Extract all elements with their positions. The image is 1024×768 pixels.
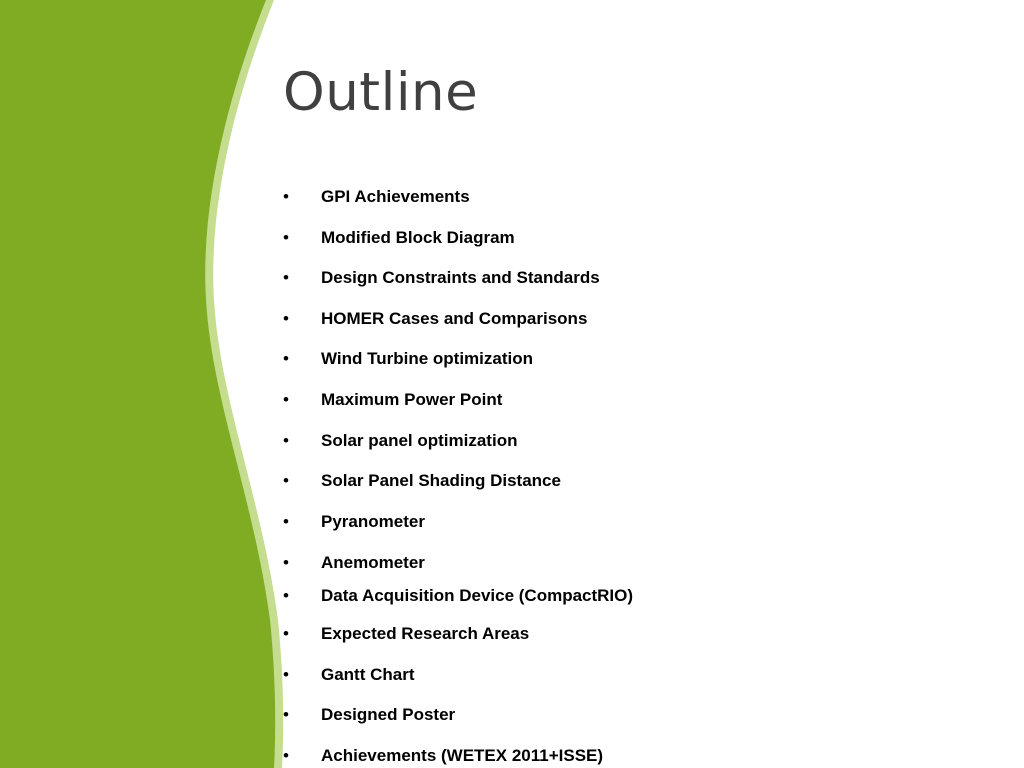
bullet-icon: • — [283, 512, 289, 531]
bullet-icon: • — [283, 431, 289, 450]
bullet-icon: • — [283, 665, 289, 684]
outline-item-label: Solar Panel Shading Distance — [321, 471, 561, 490]
outline-item-label: Achievements (WETEX 2011+ISSE) — [321, 746, 604, 765]
bullet-icon: • — [283, 390, 289, 409]
outline-item-label: Gantt Chart — [321, 665, 415, 684]
outline-item-label: Pyranometer — [321, 512, 425, 531]
outline-item-label: Maximum Power Point — [321, 390, 503, 409]
bullet-icon: • — [283, 624, 289, 643]
outline-item-label: Expected Research Areas — [321, 624, 530, 643]
slide-title: Outline — [283, 62, 479, 123]
bullet-icon: • — [283, 471, 289, 490]
outline-item-label: Modified Block Diagram — [321, 228, 515, 247]
bullet-icon: • — [283, 746, 289, 765]
outline-item-label: Designed Poster — [321, 705, 456, 724]
outline-item-label: Anemometer — [321, 553, 425, 572]
bullet-icon: • — [283, 228, 289, 247]
outline-item-label: Wind Turbine optimization — [321, 349, 534, 368]
bullet-icon: • — [283, 553, 289, 572]
bullet-icon: • — [283, 187, 289, 206]
outline-item-label: HOMER Cases and Comparisons — [321, 309, 588, 328]
bullet-icon: • — [283, 268, 289, 287]
outline-item-label: GPI Achievements — [321, 187, 470, 206]
bullet-icon: • — [283, 586, 289, 605]
outline-item-label: Design Constraints and Standards — [321, 268, 600, 287]
bullet-icon: • — [283, 309, 289, 328]
bullet-icon: • — [283, 349, 289, 368]
outline-item-label: Solar panel optimization — [321, 431, 518, 450]
outline-item-label: Data Acquisition Device (CompactRIO) — [321, 586, 634, 605]
bullet-icon: • — [283, 705, 289, 724]
